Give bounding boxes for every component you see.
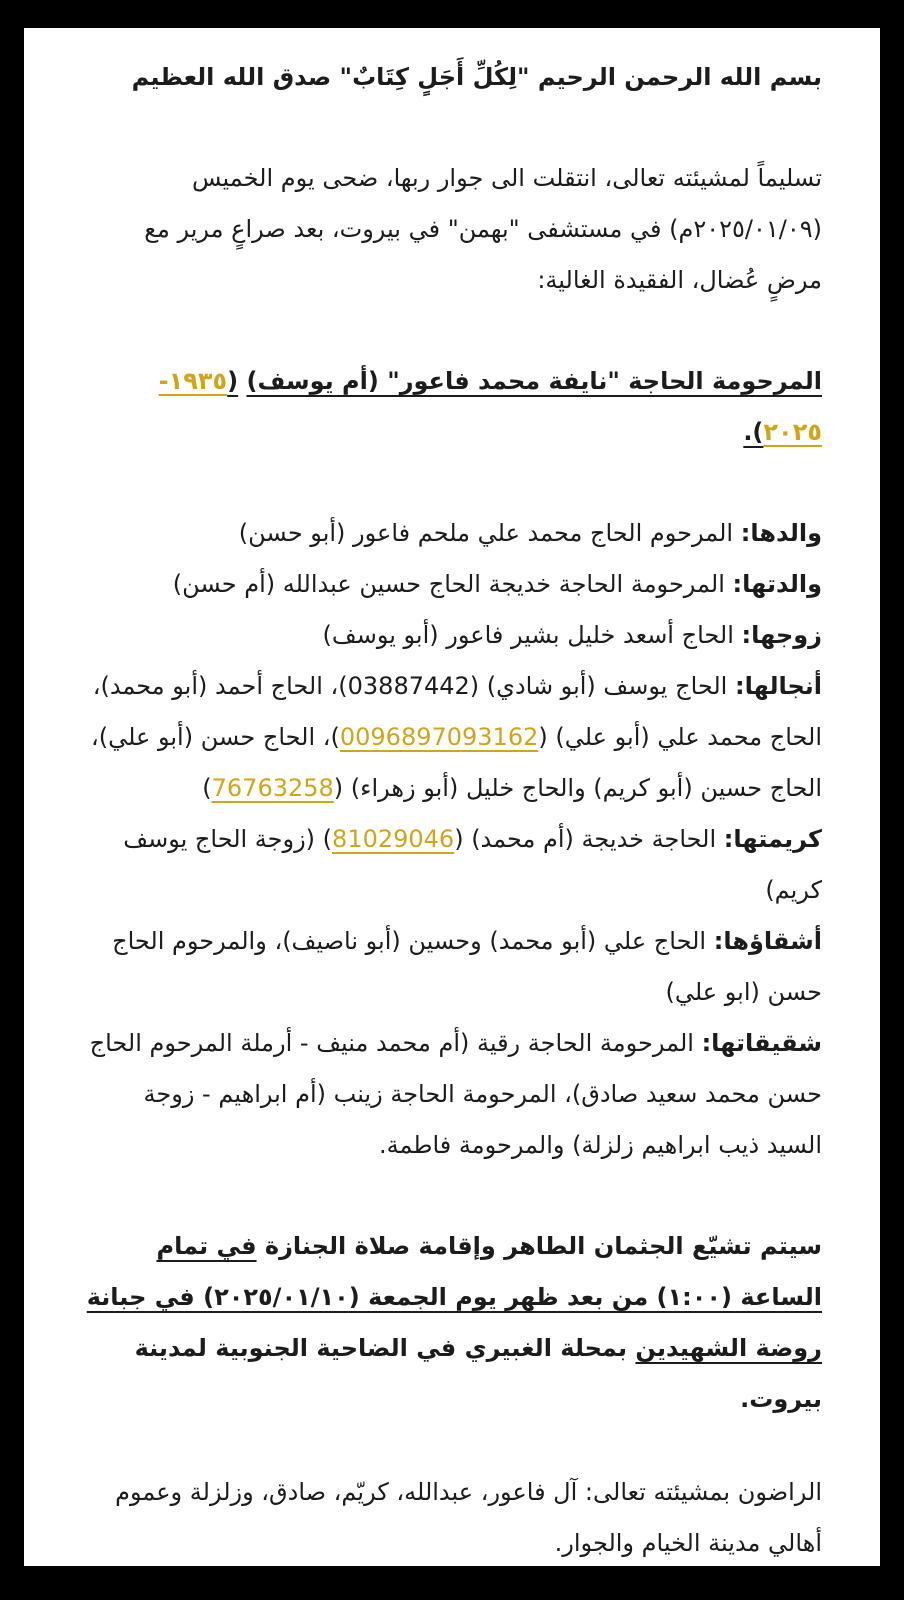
years-open: ( <box>227 367 239 395</box>
phone-link-3[interactable]: 81029046 <box>332 825 455 853</box>
obituary-text <box>24 28 880 1566</box>
sisters-label: شقيقاتها: <box>701 1029 822 1057</box>
father-label: والدها: <box>740 519 822 547</box>
daughter-text-2: ) (زوجة الحاج يوسف كريم) <box>123 825 822 904</box>
sisters-line <box>84 1018 822 1171</box>
mother-line <box>84 559 822 610</box>
funeral-time-place: في تمام الساعة (١:٠٠) من بعد ظهر يوم الجمعة (٢٠٢٥/٠١/١٠) في جبانة روضة الشهيدين <box>86 1232 822 1362</box>
funeral-paragraph <box>84 1221 822 1425</box>
deceased-years: ١٩٣٥- ٢٠٢٥ <box>158 367 822 446</box>
brothers-label: أشقاؤها: <box>713 927 822 955</box>
daughter-text-1: الحاجة خديجة (أم محمد) ( <box>454 825 724 853</box>
sons-text-1: الحاج يوسف (أبو شادي) (03887442)، الحاج أحمد (أبو محمد)، الحاج محمد علي (أبو علي) ( <box>92 672 822 751</box>
sons-line <box>84 661 822 814</box>
basmala-heading: بسم الله الرحمن الرحيم "لِكُلِّ أَجَلٍ كِتَابٌ" صدق الله العظيم <box>131 63 822 91</box>
brothers-line <box>84 916 822 1018</box>
mother-label: والدتها: <box>732 570 822 598</box>
sons-text-2: )، الحاج حسن (أبو علي)، الحاج حسين (أبو كريم) والحاج خليل (أبو زهراء) ( <box>90 723 822 802</box>
funeral-text-3: بمحلة الغبيري في الضاحية الجنوبية لمدينة بيروت. <box>134 1334 822 1413</box>
intro-paragraph: تسليماً لمشيئته تعالى، انتقلت الى جوار ربها، ضحى يوم الخميس (٢٠٢٥/٠١/٠٩م) في مستشفى "بهمن" في بيروت، بعد صراعٍ مرير مع مرضٍ عُضال، الفقيدة الغالية: <box>144 164 822 294</box>
deceased-name: المرحومة الحاجة "نايفة محمد فاعور" (أم يوسف) <box>246 367 822 395</box>
sons-label: أنجالها: <box>734 672 822 700</box>
sisters-text: المرحومة الحاجة رقية (أم محمد منيف - أرملة المرحوم الحاج حسن محمد سعيد صادق)، المرحومة الحاجة زينب (أم ابراهيم - زوجة السيد ذيب ابراهيم زلزلة) والمرحومة فاطمة. <box>89 1029 822 1159</box>
phone-link-2[interactable]: 76763258 <box>211 774 334 802</box>
husband-line <box>84 610 822 661</box>
father-text: المرحوم الحاج محمد علي ملحم فاعور (أبو حسن) <box>238 519 741 547</box>
years-close: ). <box>743 418 764 446</box>
obituary-card <box>24 28 880 1566</box>
husband-text: الحاج أسعد خليل بشير فاعور (أبو يوسف) <box>322 621 742 649</box>
deceased-line <box>84 356 822 458</box>
daughter-line <box>84 814 822 916</box>
daughter-label: كريمتها: <box>723 825 822 853</box>
father-line <box>84 508 822 559</box>
husband-label: زوجها: <box>741 621 822 649</box>
mother-text: المرحومة الحاجة خديجة الحاج حسين عبدالله (أم حسن) <box>172 570 733 598</box>
sons-text-3: ) <box>202 774 212 802</box>
phone-link-1[interactable]: 0096897093162 <box>339 723 539 751</box>
brothers-text: الحاج علي (أبو محمد) وحسين (أبو ناصيف)، والمرحوم الحاج حسن (ابو علي) <box>112 927 822 1006</box>
funeral-text-1: سيتم تشيّع الجثمان الطاهر وإقامة صلاة الجنازة <box>256 1232 822 1260</box>
closing-paragraph: الراضون بمشيئته تعالى: آل فاعور، عبدالله، كريّم، صادق، وزلزلة وعموم أهالي مدينة الخيام والجوار. <box>115 1478 822 1557</box>
